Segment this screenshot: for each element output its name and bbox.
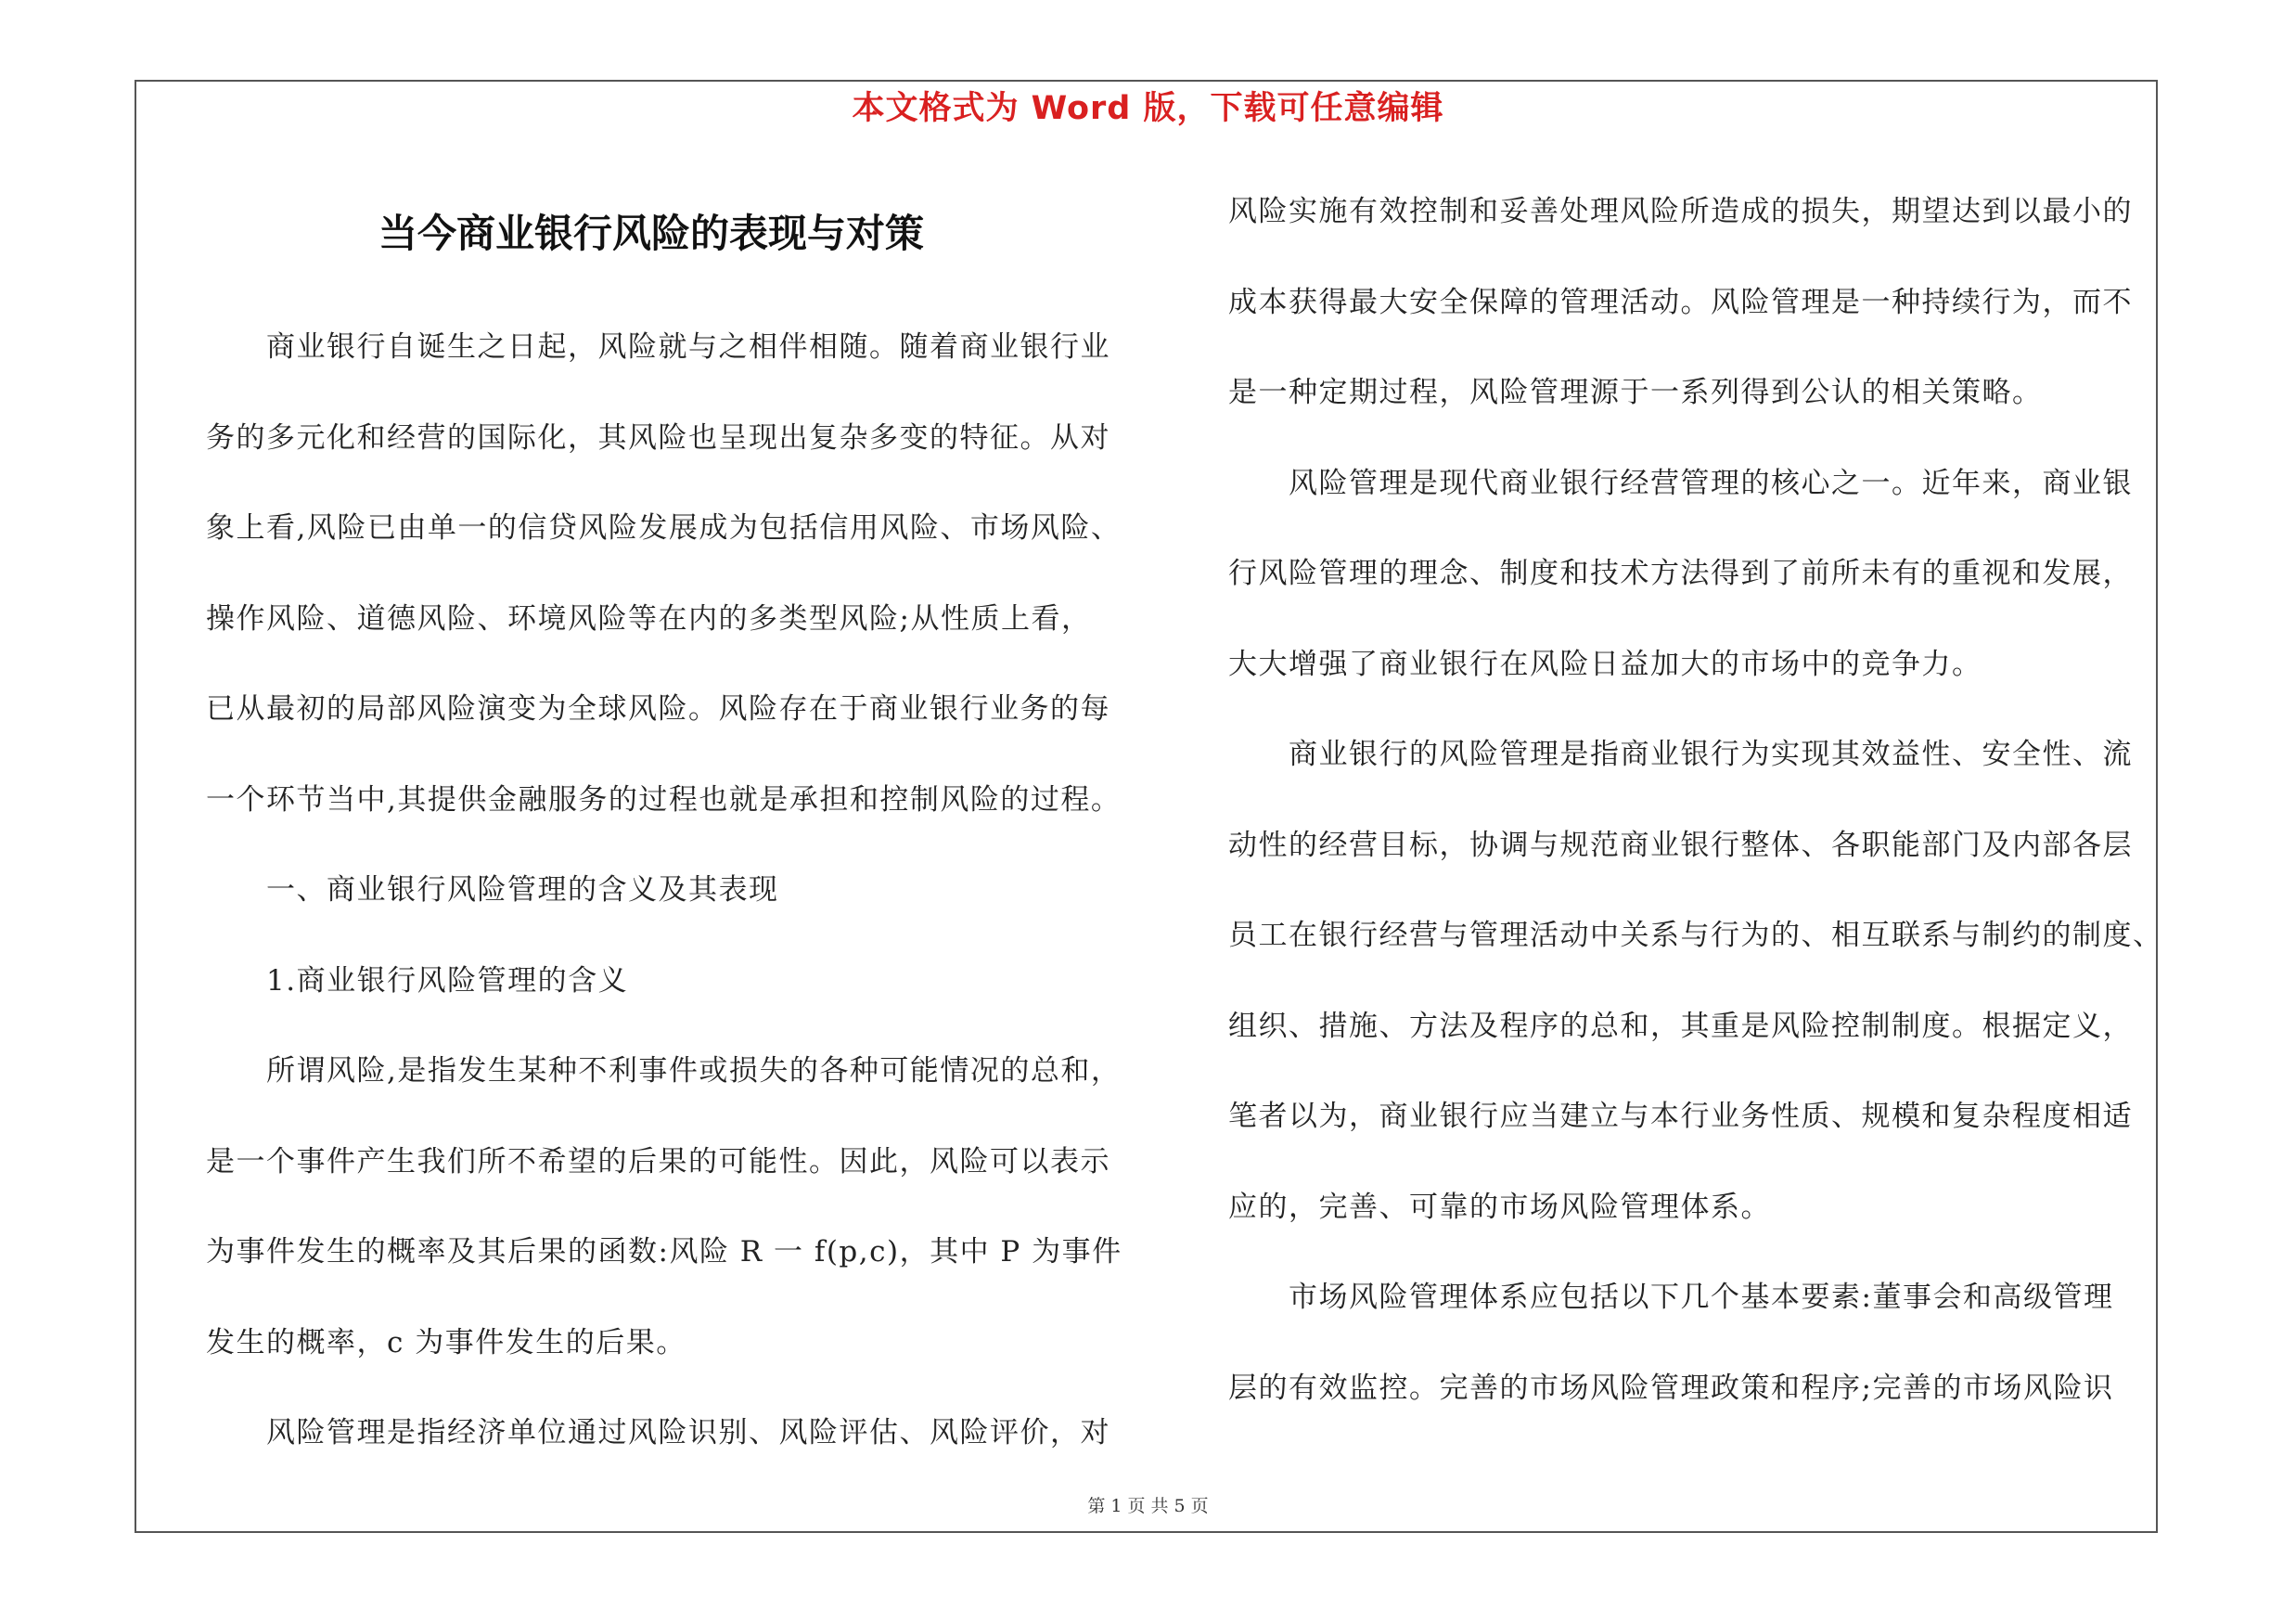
text-line: 是一个事件产生我们所不希望的后果的可能性。因此，风险可以表示 — [206, 1144, 1110, 1179]
text-line: 市场风险管理体系应包括以下几个基本要素:董事会和高级管理 — [1228, 1281, 2114, 1314]
section-heading: 一、商业银行风险管理的含义及其表现 — [206, 873, 779, 907]
text-line: 笔者以为，商业银行应当建立与本行业务性质、规模和复杂程度相适 — [1228, 1100, 2133, 1133]
text-line: 一个环节当中,其提供金融服务的过程也就是承担和控制风险的过程。 — [206, 782, 1122, 817]
text-line: 行风险管理的理念、制度和技术方法得到了前所未有的重视和发展， — [1228, 557, 2133, 590]
text-line: 大大增强了商业银行在风险日益加大的市场中的竞争力。 — [1228, 647, 1982, 681]
text-line: 组织、措施、方法及程序的总和，其重是风险控制制度。根据定义， — [1228, 1009, 2133, 1043]
text-line: 风险管理是现代商业银行经营管理的核心之一。近年来，商业银 — [1228, 466, 2133, 500]
page-number-footer: 第 1 页 共 5 页 — [1087, 1496, 1209, 1516]
text-line: 发生的概率，c 为事件发生的后果。 — [206, 1325, 686, 1359]
text-line: 层的有效监控。完善的市场风险管理政策和程序;完善的市场风险识 — [1228, 1371, 2114, 1405]
text-line: 员工在银行经营与管理活动中关系与行为的、相互联系与制约的制度、 — [1228, 919, 2163, 952]
text-line: 已从最初的局部风险演变为全球风险。风险存在于商业银行业务的每 — [206, 692, 1110, 726]
right-text-column — [1228, 167, 2163, 1434]
text-line: 动性的经营目标，协调与规范商业银行整体、各职能部门及内部各层 — [1228, 828, 2133, 862]
text-line: 所谓风险,是指发生某种不利事件或损失的各种可能情况的总和， — [206, 1054, 1122, 1088]
text-line: 成本获得最大安全保障的管理活动。风险管理是一种持续行为，而不 — [1228, 285, 2133, 319]
text-line: 操作风险、道德风险、环境风险等在内的多类型风险;从性质上看， — [206, 601, 1092, 636]
text-line: 商业银行的风险管理是指商业银行为实现其效益性、安全性、流 — [1228, 738, 2133, 771]
text-line: 为事件发生的概率及其后果的函数:风险 R 一 f(p,c)，其中 P 为事件 — [206, 1235, 1122, 1269]
text-line: 象上看,风险已由单一的信贷风险发展成为包括信用风险、市场风险、 — [206, 511, 1122, 545]
document-title: 当今商业银行风险的表现与对策 — [378, 211, 924, 256]
text-line: 商业银行自诞生之日起，风险就与之相伴相随。随着商业银行业 — [206, 330, 1110, 364]
text-line: 风险管理是指经济单位通过风险识别、风险评估、风险评价，对 — [206, 1416, 1110, 1449]
left-text-column — [206, 303, 1134, 1479]
format-notice-banner: 本文格式为 Word 版，下载可任意编辑 — [852, 90, 1444, 127]
text-line: 是一种定期过程，风险管理源于一系列得到公认的相关策略。 — [1228, 376, 2043, 409]
text-line: 风险实施有效控制和妥善处理风险所造成的损失，期望达到以最小的 — [1228, 195, 2133, 228]
text-line: 务的多元化和经营的国际化，其风险也呈现出复杂多变的特征。从对 — [206, 420, 1110, 455]
subsection-heading: 1.商业银行风险管理的含义 — [206, 963, 629, 998]
text-line: 应的，完善、可靠的市场风险管理体系。 — [1228, 1190, 1771, 1224]
